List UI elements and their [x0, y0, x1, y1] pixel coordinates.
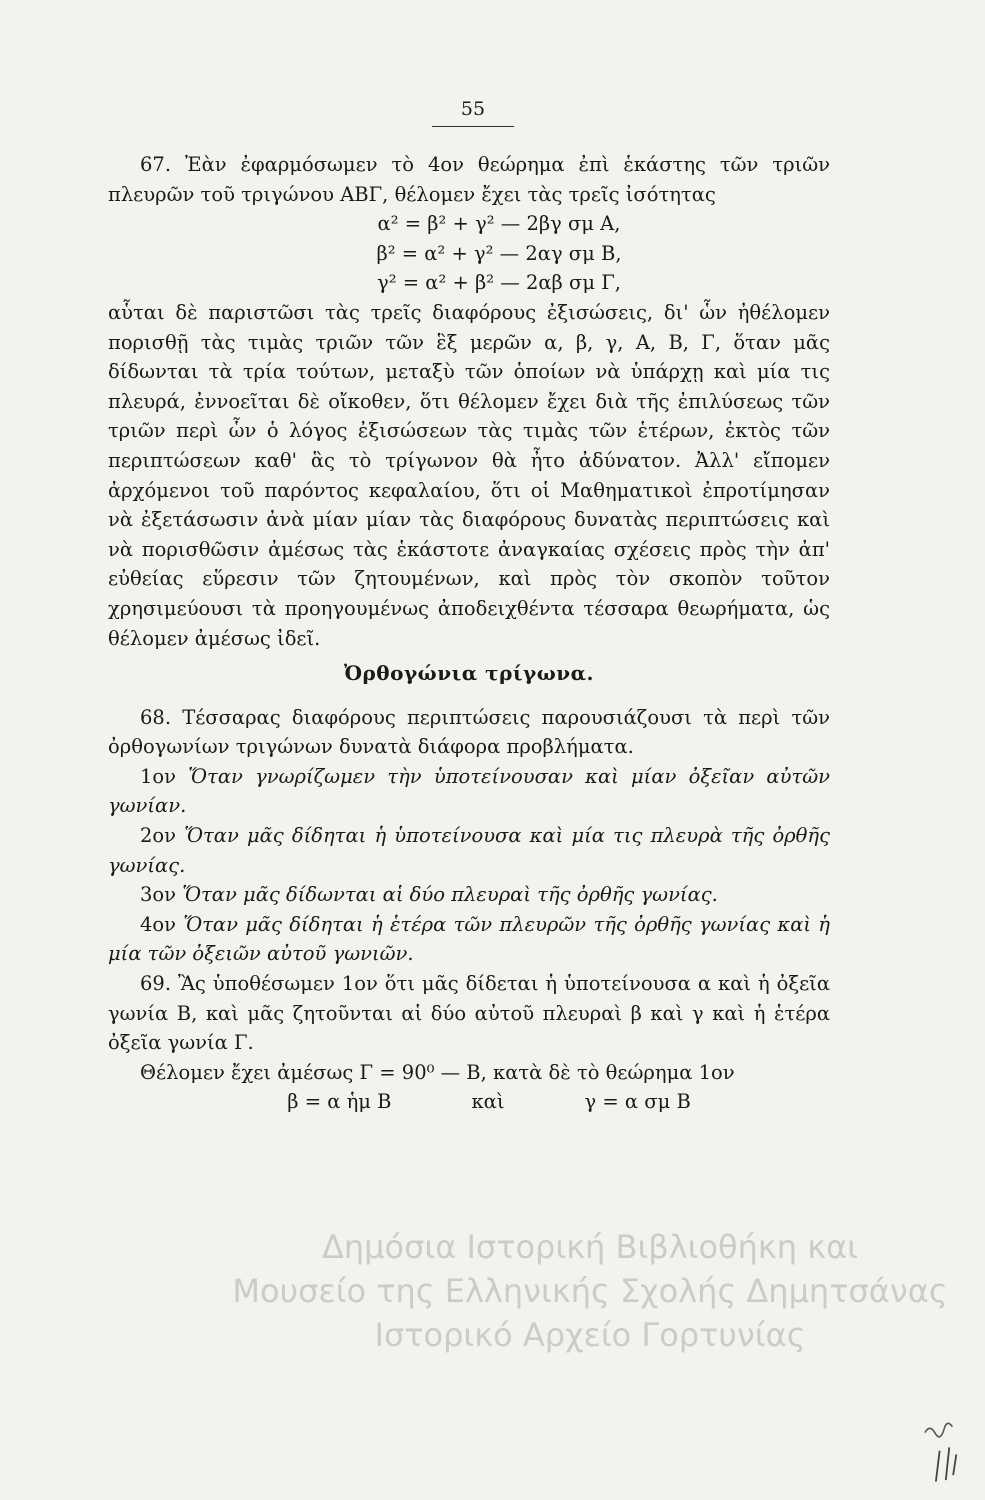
library-watermark: [210, 1225, 970, 1357]
case-number: 3ον: [140, 883, 177, 907]
page-text: [108, 150, 830, 1117]
case-text: Ὅταν μᾶς δίδηται ἡ ὑποτείνουσα καὶ μία τις πλευρὰ τῆς ὀρθῆς γωνίας.: [108, 824, 830, 877]
watermark-line-2: Μουσείο της Ελληνικής Σχολής Δημητσάνας: [232, 1272, 948, 1310]
watermark-line-3: Ιστορικό Αρχείο Γορτυνίας: [374, 1316, 806, 1354]
final-equations: [108, 1087, 830, 1117]
case-number: 1ον: [140, 764, 177, 788]
case-number: 4ον: [140, 912, 177, 936]
paragraph-67-intro: 67. Ἐὰν ἐφαρμόσωμεν τὸ 4ον θεώρημα ἐπὶ ἑκάστης τῶν τριῶν πλευρῶν τοῦ τριγώνου ΑΒΓ, θέλομεν ἔχει τὰς τρεῖς ἰσότητας: [108, 153, 830, 206]
paragraph-69-intro: 69. Ἂς ὑποθέσωμεν 1ον ὅτι μᾶς δίδεται ἡ ὑποτείνουσα α καὶ ἡ ὀξεῖα γωνία Β, καὶ μᾶς ζητοῦνται αἱ δύο αὐτοῦ πλευραὶ β καὶ γ καὶ ἡ ἑτέρα ὀξεῖα γωνία Γ.: [108, 972, 830, 1055]
case-2: [108, 821, 830, 880]
paragraph-68-intro: 68. Τέσσαρας διαφόρους περιπτώσεις παρουσιάζουσι τὰ περὶ τῶν ὀρθογωνίων τριγώνων δυνατὰ διάφορα προβλήματα.: [108, 705, 830, 759]
case-4: [108, 910, 830, 969]
case-1: [108, 762, 830, 821]
case-number: 2ον: [140, 824, 177, 848]
case-text: Ὅταν μᾶς δίδηται ἡ ἑτέρα τῶν πλευρῶν τῆς ὀρθῆς γωνίας καὶ ἡ μία τῶν ὀξειῶν αὐτοῦ γωνιῶν.: [108, 912, 830, 966]
watermark-line-1: Δημόσια Ιστορική Βιβλιοθήκη και: [322, 1228, 858, 1266]
equation-beta: β² = α² + γ² — 2αγ σμ Β,: [376, 241, 622, 265]
scribble-icon: [914, 1407, 975, 1493]
equation-conjunction: καὶ: [471, 1090, 505, 1114]
handwritten-mark: [914, 1407, 975, 1499]
page-number: 55: [432, 98, 514, 127]
equation-b: β = α ἡμ Β: [287, 1090, 392, 1114]
case-3: [108, 880, 830, 910]
case-text: Ὅταν μᾶς δίδωνται αἱ δύο πλευραὶ τῆς ὀρθῆς γωνίας.: [182, 883, 718, 907]
equation-alpha: α² = β² + γ² — 2βγ σμ Α,: [377, 212, 621, 236]
section-heading: Ὀρθογώνια τρίγωνα.: [343, 661, 595, 686]
paragraph-69-line2: Θέλομεν ἔχει ἀμέσως Γ = 90⁰ — Β, κατὰ δὲ τὸ θεώρημα 1ον: [140, 1060, 735, 1084]
case-text: Ὅταν γνωρίζωμεν τὴν ὑποτείνουσαν καὶ μίαν ὀξεῖαν αὐτῶν γωνίαν.: [108, 764, 830, 818]
paragraph-67-body: αὗται δὲ παριστῶσι τὰς τρεῖς διαφόρους ἐξισώσεις, δι' ὧν ἠθέλομεν πορισθῇ τὰς τιμὰς τριῶν τῶν ἓξ μερῶν α, β, γ, Α, Β, Γ, ὅταν μᾶς δίδωνται τὰ τρία τούτων, μεταξὺ τῶν ὁποίων νὰ ὑπάρχῃ καὶ μία τις πλευρά, ἐννοεῖται δὲ οἴκοθεν, ὅτι θέλομεν ἔχει διὰ τῆς ἐπιλύσεως τῶν τριῶν περὶ ὧν ὁ λόγος ἐξισώσεων τὰς τιμὰς τῶν ἑτέρων, ἐκτὸς τῶν περιπτώσεων καθ' ἃς τὸ τρίγωνον θὰ ἦτο ἀδύνατον. Ἀλλ' εἴπομεν ἀρχόμενοι τοῦ παρόντος κεφαλαίου, ὅτι οἱ Μαθηματικοὶ ἐπροτίμησαν νὰ ἐξετάσωσιν ἀνὰ μίαν μίαν τὰς διαφόρους δυνατὰς περιπτώσεις καὶ νὰ πορισθῶσιν ἀμέσως τὰς ἑκάστοτε ἀναγκαίας σχέσεις πρὸς τὴν ἀπ' εὐθείας εὕρεσιν τῶν ζητουμένων, καὶ πρὸς τὸν σκοπὸν τοῦτον χρησιμεύουσι τὰ προηγουμένως ἀποδειχθέντα τέσσαρα θεωρήματα, ὡς θέλομεν ἀμέσως ἰδεῖ.: [108, 300, 830, 650]
equation-gamma: γ² = α² + β² — 2αβ σμ Γ,: [377, 271, 621, 295]
equation-c: γ = α σμ Β: [584, 1090, 691, 1114]
